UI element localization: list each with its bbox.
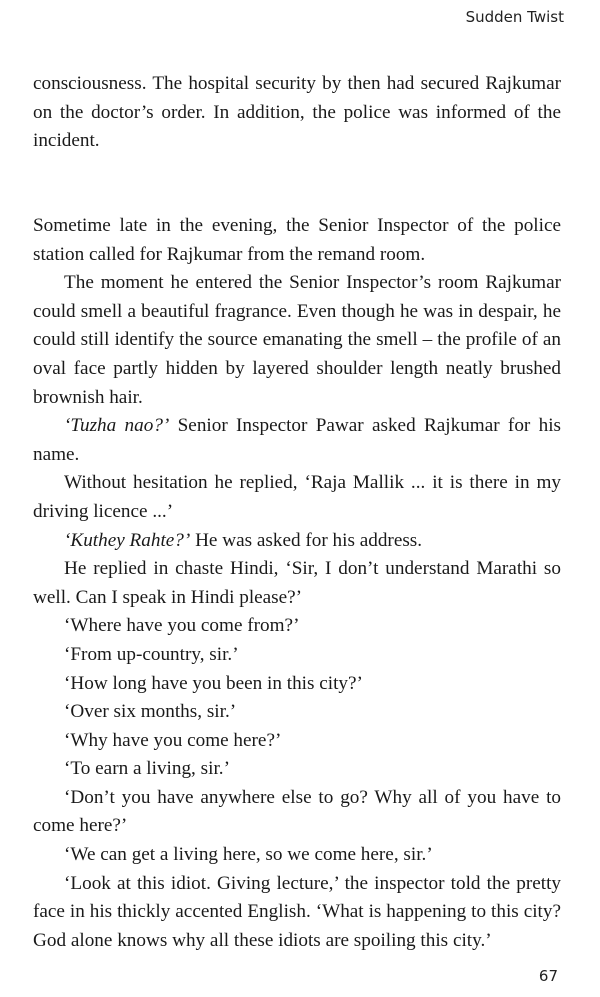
paragraph: ‘Look at this idiot. Giving lecture,’ the inspector told the pretty face in his thickly accented English. ‘What is happening to this city? God alone knows why all these idiots are spoiling this city.’ <box>33 872 561 951</box>
italic-phrase: ‘Tuzha nao?’ <box>64 415 170 437</box>
paragraph: consciousness. The hospital security by then had secured Rajkumar on the doctor’s order. In addition, the police was informed of the incident. <box>33 73 561 152</box>
paragraph <box>33 527 561 556</box>
paragraph: ‘Over six months, sir.’ <box>64 701 237 723</box>
paragraph: ‘From up-country, sir.’ <box>64 643 239 665</box>
page-number: 67 <box>538 967 558 985</box>
italic-phrase: ‘Kuthey Rahte?’ <box>64 529 191 551</box>
paragraph: ‘Where have you come from?’ <box>64 615 300 637</box>
paragraph: The moment he entered the Senior Inspector’s room Rajkumar could smell a beautiful fragrance. Even though he was in despair, he could still identify the source emanating the smell – the profile of an oval face partly hidden by layered shoulder length neatly brushed brownish hair. <box>33 272 561 408</box>
paragraph <box>33 412 561 469</box>
running-head: Sudden Twist <box>465 8 564 26</box>
paragraph: ‘To earn a living, sir.’ <box>64 758 230 780</box>
paragraph: Without hesitation he replied, ‘Raja Mallik ... it is there in my driving licence ...’ <box>33 472 561 522</box>
paragraph: ‘We can get a living here, so we come here, sir.’ <box>64 844 433 866</box>
paragraph: He replied in chaste Hindi, ‘Sir, I don’t understand Marathi so well. Can I speak in Hindi please?’ <box>33 558 561 608</box>
paragraph: ‘Why have you come here?’ <box>64 729 282 751</box>
paragraph: Sometime late in the evening, the Senior Inspector of the police station called for Rajkumar from the remand room. <box>33 215 561 265</box>
paragraph-text: Senior Inspector Pawar asked Rajkumar for his name. <box>33 415 561 465</box>
paragraph-text: He was asked for his address. <box>190 529 423 551</box>
text-block-main <box>33 212 561 955</box>
text-block-top <box>33 70 561 156</box>
paragraph: ‘How long have you been in this city?’ <box>64 672 363 694</box>
paragraph: ‘Don’t you have anywhere else to go? Why all of you have to come here?’ <box>33 786 561 837</box>
